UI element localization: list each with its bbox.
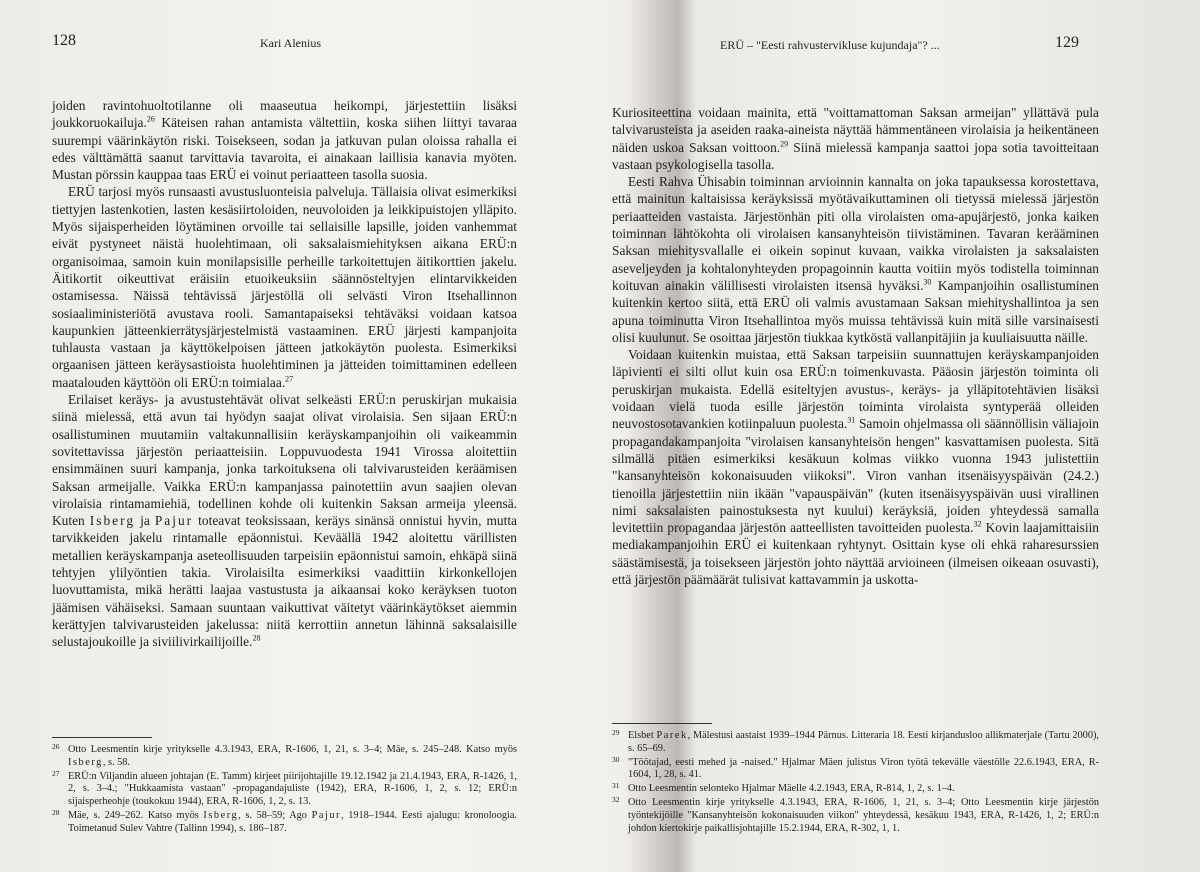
footnote-rule (612, 723, 712, 724)
footnote (52, 744, 517, 770)
page-number: 128 (52, 32, 76, 49)
footnote-rule (52, 737, 152, 738)
right-page (572, 0, 1200, 872)
author-name: Parek (656, 730, 688, 741)
footnote (612, 783, 1099, 796)
paragraph (52, 97, 517, 183)
text-run: , s. 58–59; Ago (238, 809, 312, 821)
footnote (52, 768, 517, 809)
footnote-number: 29 (612, 728, 620, 737)
footnote-number: 30 (612, 754, 620, 764)
footnote-number: 32 (612, 794, 620, 804)
footnotes (52, 737, 517, 837)
text-run: Voidaan kuitenkin muistaa, että Saksan tarpeisiin suunnattujen keräyskampanjoiden läpivienti ei silti ollut kuin osa ERÜ:n toimenkuvasta. Pääosin järjestön toiminta oli peruskirjan mukaista. Edellä esiteltyjen avustus-, keräys- ja ylläpitotehtävien lisäksi voidaan vielä tuoda esille järjestön toiminta virolaista syntyperää olleiden neuvostosotavankien kotiinpaluun puolesta. (612, 347, 1099, 432)
left-page (0, 0, 560, 872)
author-name: Isberg (89, 513, 136, 529)
footnote-number: 26 (52, 742, 60, 751)
text-run: , 1918–1944. Eesti ajalugu: kronoloogia. Toimetanud Sulev Vahtre (Tallinn 1994), s. 186–187. (68, 809, 517, 834)
paragraph (612, 346, 1099, 588)
text-run: Mäe, s. 249–262. Katso myös (68, 809, 204, 821)
footnote (612, 794, 1099, 835)
body-text (52, 97, 517, 651)
text-run: ERÜ tarjosi myös runsaasti avustusluonteisia palveluja. Tällaisia olivat esimerkiksi tiettyjen lastenkotien, lasten kesäsiirtoloiden, neuvoloiden ja leikkipuistojen ylläpito. Myös sijaisperheiden löytäminen orvoille tai sellaisille lapsille, joiden vanhemmat eivät pystyneet näistä huolehtimaan, oli saksalaismiehityksen aikana ERÜ:n organisoimaa, samoin kuin monilapsisille perheille tarkoitettujen äitikorttien jakelu. Äitikortit oikeuttivat eräisiin etuoikeuksiin säännösteltyjen elintarvikkeiden ostamisessa. Näissä tehtävissä järjestöllä oli selvästi Viron Itsehallinnon sosiaaliministeriötä avustava rooli. Samantapaiseksi tehtäväksi voidaan katsoa kaupunkien jätteenkierrätysjärjestelmistä vastaaminen. ERÜ järjesti kampanjoita tuhlausta vastaan ja käyttökelpoisen jätteen jatkokäytön puolesta. Esimerkiksi orgaanisen jätteen keräysastioista huolehtiminen ja jätteiden toimittaminen edelleen maatalouden käyttöön oli ERÜ:n toimialaa. (52, 184, 517, 390)
page-number: 129 (1055, 34, 1079, 51)
footnote-ref: 27 (285, 374, 294, 384)
text-run: , s. 58. (102, 756, 131, 768)
text-run: Elsbet (628, 730, 657, 741)
text-run: Siinä mielessä kampanja saattoi jopa sotia tavoitteitaan vastaan psykologisella tasolla. (612, 139, 1099, 172)
text-run: Eesti Rahva Ühisabin toiminnan arvioinnin kannalta on joka tapauksessa korostettava, että mainitun kaltaisissa keräyksissä myötävaikuttaminen oli tietyssä mielessä järjestön periaatteiden vastaista. Järjestönhän piti olla virolaisten oma-apujärjestö, jonka kaiken toiminnan lähtökohta oli virolaisen kansanyhteisön tiivistäminen. Tavaran kerääminen Saksan miehitysvallalle ei oikein sopinut kuvaan, vaikka virolaisten ja saksalaisten aseveljeyden ja kohtalonyhteyden propagoinnin kautta voitiin myös todistella toiminnan koituvan ainakin välillisesti virolaisten itsensä hyväksi. (612, 174, 1099, 293)
footnote (612, 730, 1099, 756)
footnote-ref: 30 (923, 277, 932, 287)
footnote-number: 28 (52, 807, 60, 817)
footnote-ref: 28 (252, 633, 261, 643)
author-name: Isberg (203, 809, 239, 821)
footnote-ref: 31 (847, 415, 856, 425)
body-text (612, 104, 1099, 588)
text-run: Erilaiset keräys- ja avustustehtävät olivat selkeästi ERÜ:n peruskirjan mukaisia siinä mielessä, että avun tai hyödyn saajat olivat virolaisia. Sen sijaan ERÜ:n osallistuminen muutamiin valtakunnallisiin keräyskampanjoihin oli vaikeammin sovitettavissa järjestön periaatteisiin. Loppuvuodesta 1941 Virossa aloitettiin ensimmäinen suuri kampanja, jonka tarkoituksena oli talvivarusteiden keräämisen Saksan armeijalle. Vaikka ERÜ:n kampanjassa painotettiin avun saajien olevan virolaisia rintamamiehiä, todellinen kohde oli kuitenkin Saksan armeija yleensä. Kuten (52, 392, 517, 529)
paragraph (52, 391, 517, 650)
text-run: Otto Leesmentin kirje yritykselle 4.3.1943, ERA, R-1606, 1, 21, s. 3–4; Mäe, s. 245–248. Katso myös (68, 744, 517, 755)
text-run: Samoin ohjelmassa oli säännöllisin väliajoin propagandakampanjoita "virolaisen kansanyhteisön hengen" kasvattamisen puolesta. Sitä silmällä pitäen esimerkiksi kesäkuun kolmas viikko vuonna 1943 julistettiin "kansanyhteisön kokonaisuuden viikoksi". Viron vanhan itsenäisyyspäivän (24.2.) tienoilla järjestettiin niin ikään "vapauspäivän" (kuten itsenäisyyspäivän uusi virallinen nimi saksalaisten painostuksesta nyt kuului) keräyksiä, joiden yhteydessä samalla levitettiin propagandaa järjestön aatteellisten tavoitteiden puolesta. (612, 416, 1100, 536)
text-run: Kovin laajamittaisiin mediakampanjoihin ERÜ ei kuitenkaan ryhtynyt. Osittain kyse oli ehkä raharesurssien säästämisestä, ja toisekseen järjestön johto näyttää arvioineen (ilmeisen oikeaan osuvasti), että järjestön päämäärät tulisivat kattavammin ja uskotta- (612, 520, 1100, 588)
text-run: toteavat teoksissaan, keräys sinänsä onnistui hyvin, mutta tarvikkeiden jakelu rintamalle epäonnistui. Keväällä 1942 aloitettu värillisten metallien keräyskampanja aseteollisuuden tarpeisiin epäonnistui samoin, ehkäpä siinä tehtyjen ylilyöntien takia. Virolaisilta esimerkiksi vaadittiin kirkonkellojen luovuttamista, mikä herätti laajaa vastustusta ja aikaansai koko keräyksen tuoton jäämisen vähäiseksi. Samaan suuntaan vaikuttivat väitetyt väärinkäytökset aiemmin kerättyjen talvivarusteiden jakelussa: niitä kerrottiin annetun lähinnä saksalaisille selustajoukoille ja siviilivirkailijoille. (52, 513, 517, 650)
paragraph (612, 104, 1099, 173)
footnote-number: 31 (612, 781, 620, 791)
text-run: "Töötajad, eesti mehed ja -naised." Hjalmar Mäen julistus Viron työtä tekevälle väestölle 22.6.1943, ERA, R-1604, 1, 28, s. 41. (628, 756, 1099, 781)
text-run: ERÜ:n Viljandin alueen johtajan (E. Tamm) kirjeet piirijohtajille 19.12.1942 ja 21.4.1943, ERA, R-1426, 1, 2, s. 3–4.; "Hukkaamista vastaan" -propagandajuliste (1942), ERA, R-1606, 1, 2, s. 12; ERÜ:n sijaisperheohje (toukokuu 1944), ERA, R-1606, 1, 2, s. 13. (68, 770, 517, 808)
footnote-ref: 29 (780, 139, 789, 149)
author-name: Isberg (68, 756, 103, 768)
text-run: joiden ravintohuoltotilanne oli maaseutua heikompi, järjestettiin lisäksi joukkoruokailuja. (52, 98, 517, 131)
footnote (52, 807, 517, 836)
text-run: , Mälestusi aastaist 1939–1944 Pärnus. Litteraria 18. Eesti kirjandusloo allikmaterjale (Tartu 2000), s. 65–69. (628, 730, 1099, 754)
footnote-ref: 32 (973, 519, 982, 529)
running-head: Kari Alenius (260, 36, 321, 50)
footnote (612, 754, 1099, 783)
text-run: Käteisen rahan antamista vältettiin, koska siihen liittyi tavaraa suurempi väärinkäytön riski. Toisekseen, sodan ja jatkuvan pulan oloissa rahalla ei edes välttämättä saanut tarvittavia tavaroita, ei ainakaan laillisia kanavia myöten. Mustan pörssin kauppaa taas ERÜ ei voinut periaatteen tasolla suosia. (52, 115, 517, 183)
footnote-ref: 26 (146, 114, 155, 124)
running-head: ERÜ – "Eesti rahvustervikluse kujundaja"? ... (720, 38, 940, 52)
text-run: Kuriositeettina voidaan mainita, että "voittamattoman Saksan armeijan" yllättävä pula talvivarusteista ja aseiden raaka-aineista näyttää hämmentäneen virolaisia ja heikentäneen näiden uskoa Saksan voittoon. (612, 105, 1099, 155)
paragraph (52, 183, 517, 391)
author-name: Pajur (154, 513, 194, 529)
author-name: Pajur (311, 809, 342, 821)
text-run: ja (135, 513, 155, 529)
text-run: Otto Leesmentin selonteko Hjalmar Mäelle 4.2.1943, ERA, R-814, 1, 2, s. 1–4. (628, 783, 955, 795)
text-run: Kampanjoihin osallistuminen kuitenkin kertoo siitä, että ERÜ oli valmis avustamaan Saksan miehityshallintoa ja sen apuna toiminutta Viron Itsehallintoa myös muissa tehtävissä kuin mitä sille varsinaisesti olisi kuulunut. Se osoittaa järjestön tiukkaa kytköstä vallanpitäjiin ja kuuliaisuutta näille. (612, 277, 1099, 345)
footnotes (612, 723, 1099, 836)
text-run: Otto Leesmentin kirje yritykselle 4.3.1943, ERA, R-1606, 1, 21, s. 3–4; Otto Leesmentin kirje järjestön työntekijöille "Kansanyhteisön kokonaisuuden viikon" yhteydessä, kesäkuu 1943, ERA, R-1426, 1, 2; ERÜ:n johdon kiertokirje paikallisjohtajille 15.2.1944, ERA, R-302, 1, 1. (628, 796, 1099, 834)
footnote-number: 27 (52, 768, 60, 778)
paragraph (612, 173, 1099, 346)
